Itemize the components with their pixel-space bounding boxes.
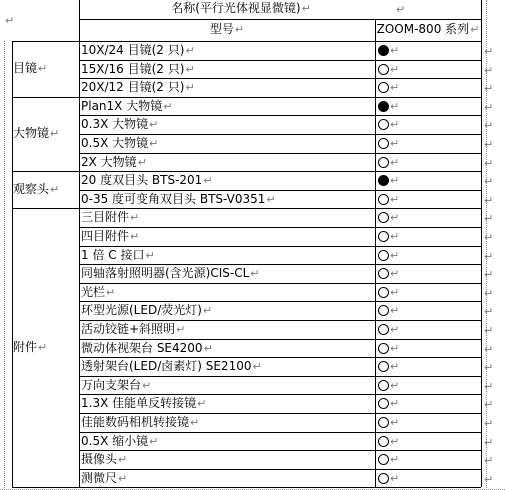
paragraph-mark: ↵ [234, 23, 245, 36]
optional-option-circle [378, 454, 389, 465]
item-name [79, 191, 375, 208]
paragraph-mark: ↵ [38, 341, 48, 354]
category-label [12, 125, 78, 142]
paragraph-mark: ↵ [190, 416, 200, 429]
table-title-text: 名称(平行光体视显微镜) [171, 1, 301, 15]
left-border [12, 41, 13, 487]
optional-option-circle [378, 361, 389, 372]
optional-option-circle [378, 212, 389, 223]
paragraph-mark: ↵ [149, 434, 159, 448]
item-name-text: 0.5X 缩小镜 [81, 433, 149, 448]
paragraph-mark: ↵ [390, 174, 400, 188]
paragraph-mark: ↵ [118, 453, 128, 467]
row-end-mark: ↵ [484, 361, 494, 375]
paragraph-mark: ↵ [390, 192, 400, 206]
item-name-text: 0.3X 大物镜 [81, 117, 149, 132]
item-name [79, 228, 375, 245]
category-label [12, 339, 78, 356]
paragraph-mark: ↵ [390, 267, 400, 281]
item-name [79, 358, 375, 375]
item-name-text: 光栏 [81, 284, 106, 299]
paragraph-mark: ↵ [106, 285, 116, 299]
item-name-text: 佳能数码相机转接镜 [81, 415, 190, 429]
series-column-border [375, 19, 376, 487]
standard-option-dot [378, 175, 389, 186]
paragraph-mark: ↵ [130, 230, 140, 243]
optional-option-circle [378, 157, 389, 168]
paragraph-mark: ↵ [390, 360, 400, 374]
paragraph-mark: ↵ [390, 285, 400, 299]
series-header-text: ZOOM-800 系列 [376, 22, 470, 36]
paragraph-mark: ↵ [203, 174, 213, 188]
item-name [79, 395, 375, 412]
item-name [79, 302, 375, 319]
paragraph-mark: ↵ [176, 323, 186, 336]
paragraph-mark: ↵ [390, 471, 400, 485]
item-name-text: 四目附件 [81, 229, 130, 243]
paragraph-mark: ↵ [301, 2, 311, 15]
series-header [375, 21, 481, 38]
header-divider [79, 19, 481, 20]
item-name-text: 10X/24 目镜(2 只) [81, 43, 185, 57]
item-name-text: 摄像头 [81, 452, 118, 467]
paragraph-mark: ↵ [390, 211, 400, 225]
row-end-mark: ↵ [484, 231, 494, 244]
paragraph-mark: ↵ [266, 192, 276, 206]
paragraph-mark: ↵ [185, 44, 195, 57]
item-name-text: 15X/16 目镜(2 只) [81, 61, 185, 76]
optional-option-circle [378, 82, 389, 93]
optional-option-circle [378, 119, 389, 130]
table-title [79, 0, 406, 17]
row-end-mark: ↵ [484, 454, 494, 468]
item-name [79, 414, 375, 431]
item-name-text: 0.5X 大物镜 [81, 136, 149, 150]
paragraph-mark: ↵ [390, 248, 400, 262]
page-guide-right [486, 0, 487, 490]
paragraph-mark: ↵ [130, 211, 140, 225]
item-name [79, 209, 375, 226]
item-name [79, 135, 375, 152]
paragraph-mark: ↵ [390, 323, 400, 336]
row-end-mark: ↵ [484, 45, 494, 58]
paragraph-mark: ↵ [149, 137, 159, 150]
item-name-text: 环型光源(LED/荧光灯) [81, 303, 202, 318]
paragraph-mark: ↵ [185, 62, 195, 76]
paragraph-mark: ↵ [142, 378, 152, 392]
paragraph-mark: ↵ [149, 118, 159, 132]
model-header-text: 型号 [209, 22, 234, 36]
paragraph-mark: ↵ [203, 341, 213, 355]
category-label-text: 附件 [13, 340, 38, 354]
right-border [481, 0, 482, 487]
item-name-text: 同轴落射照明器(含光源)CIS-CL [81, 266, 250, 281]
row-end-mark: ↵ [484, 212, 494, 226]
paragraph-mark: ↵ [390, 416, 400, 429]
row-end-mark: ↵ [484, 286, 494, 300]
optional-option-circle [378, 250, 389, 261]
optional-option-circle [378, 64, 389, 75]
item-name [79, 340, 375, 357]
paragraph-mark: ↵ [470, 23, 480, 36]
item-name [79, 284, 375, 301]
item-name [79, 172, 375, 189]
corner-cell [4, 12, 24, 29]
category-label-text: 大物镜 [13, 126, 50, 140]
paragraph-mark: ↵ [390, 118, 400, 132]
row-end-mark: ↵ [484, 193, 494, 207]
row-end-mark: ↵ [484, 379, 494, 393]
row-end-mark: ↵ [484, 435, 494, 449]
optional-option-circle [378, 343, 389, 354]
item-name [79, 154, 375, 171]
optional-option-circle [378, 268, 389, 279]
item-name-text: 20X/12 目镜(2 只) [81, 80, 185, 95]
row-end-mark: ↵ [484, 342, 494, 356]
paragraph-mark: ↵ [390, 378, 400, 392]
paragraph-mark: ↵ [390, 137, 400, 150]
paragraph-mark: ↵ [185, 81, 195, 95]
item-name-text: Plan1X 大物镜 [81, 98, 163, 113]
item-name [79, 433, 375, 450]
item-name-text: 万向支架台 [81, 377, 142, 392]
row-end-mark: ↵ [484, 472, 494, 486]
category-label [12, 60, 78, 77]
item-name-text: 微动体视架台 SE4200 [81, 340, 203, 355]
paragraph-mark: ↵ [137, 155, 147, 169]
paragraph-mark: ↵ [250, 267, 260, 281]
row-end-mark: ↵ [484, 138, 494, 151]
optional-option-circle [378, 380, 389, 391]
paragraph-mark: ↵ [390, 155, 400, 169]
optional-option-circle [378, 231, 389, 242]
row-end-mark: ↵ [484, 417, 494, 430]
item-name [79, 377, 375, 394]
item-name [79, 321, 375, 338]
row-end-mark: ↵ [484, 268, 494, 282]
optional-option-circle [378, 398, 389, 409]
category-label-text: 观察头 [13, 182, 50, 196]
item-name [79, 265, 375, 282]
paragraph-mark: ↵ [390, 81, 400, 95]
item-name [79, 116, 375, 133]
paragraph-mark: ↵ [50, 183, 60, 196]
item-name-text: 20 度双目头 BTS-201 [81, 173, 203, 188]
paragraph-mark: ↵ [390, 341, 400, 355]
paragraph-mark: ↵ [38, 62, 48, 75]
item-name-text: 透射架台(LED/卤素灯) SE2100 [81, 359, 252, 374]
paragraph-mark: ↵ [390, 434, 400, 448]
paragraph-mark: ↵ [396, 3, 406, 16]
row-end-mark: ↵ [484, 119, 494, 133]
item-name-text: 1 倍 C 接口 [81, 247, 145, 262]
item-name [79, 247, 375, 264]
item-name [79, 79, 375, 96]
row-end-mark: ↵ [484, 156, 494, 170]
page-guide-left [4, 41, 5, 490]
paragraph-mark: ↵ [390, 304, 400, 318]
item-name [79, 42, 375, 59]
row-end-mark: ↵ [484, 249, 494, 263]
title-mark-right [395, 1, 415, 18]
item-name [79, 470, 375, 487]
standard-option-dot [378, 101, 389, 112]
item-name [79, 61, 375, 78]
paragraph-mark: ↵ [163, 99, 173, 113]
optional-option-circle [378, 324, 389, 335]
optional-option-circle [378, 473, 389, 484]
paragraph-mark: ↵ [390, 230, 400, 243]
paragraph-mark: ↵ [118, 471, 128, 485]
row-end-mark: ↵ [484, 324, 494, 337]
item-name-text: 活动铰链+斜照明 [81, 322, 176, 336]
item-name [79, 98, 375, 115]
row-end-mark: ↵ [484, 305, 494, 319]
row-end-mark: ↵ [484, 100, 494, 114]
model-header [79, 21, 375, 38]
row-end-mark: ↵ [484, 175, 494, 189]
category-divider [12, 487, 481, 488]
paragraph-mark: ↵ [390, 453, 400, 467]
item-name-text: 2X 大物镜 [81, 154, 137, 169]
standard-option-dot [378, 45, 389, 56]
optional-option-circle [378, 287, 389, 298]
optional-option-circle [378, 138, 389, 149]
row-end-mark: ↵ [484, 63, 494, 77]
paragraph-mark: ↵ [50, 127, 60, 140]
item-name-text: 三目附件 [81, 210, 130, 225]
optional-option-circle [378, 436, 389, 447]
category-label-text: 目镜 [13, 61, 38, 75]
item-name-text: 测微尺 [81, 470, 118, 485]
paragraph-mark: ↵ [197, 397, 207, 411]
optional-option-circle [378, 194, 389, 205]
paragraph-mark: ↵ [252, 360, 262, 374]
paragraph-mark: ↵ [390, 397, 400, 411]
paragraph-mark: ↵ [202, 304, 213, 318]
paragraph-mark: ↵ [390, 44, 400, 57]
paragraph-mark: ↵ [5, 14, 15, 27]
paragraph-mark: ↵ [145, 248, 155, 262]
item-name-text: 1.3X 佳能单反转接镜 [81, 396, 197, 411]
paragraph-mark: ↵ [390, 62, 400, 76]
item-name-text: 0-35 度可变角双目头 BTS-V0351 [81, 191, 266, 206]
optional-option-circle [378, 417, 389, 428]
category-label [12, 181, 78, 198]
row-end-mark: ↵ [484, 82, 494, 96]
item-name [79, 451, 375, 468]
optional-option-circle [378, 305, 389, 316]
name-column-border [79, 0, 80, 487]
paragraph-mark: ↵ [390, 99, 400, 113]
row-end-mark: ↵ [484, 398, 494, 412]
